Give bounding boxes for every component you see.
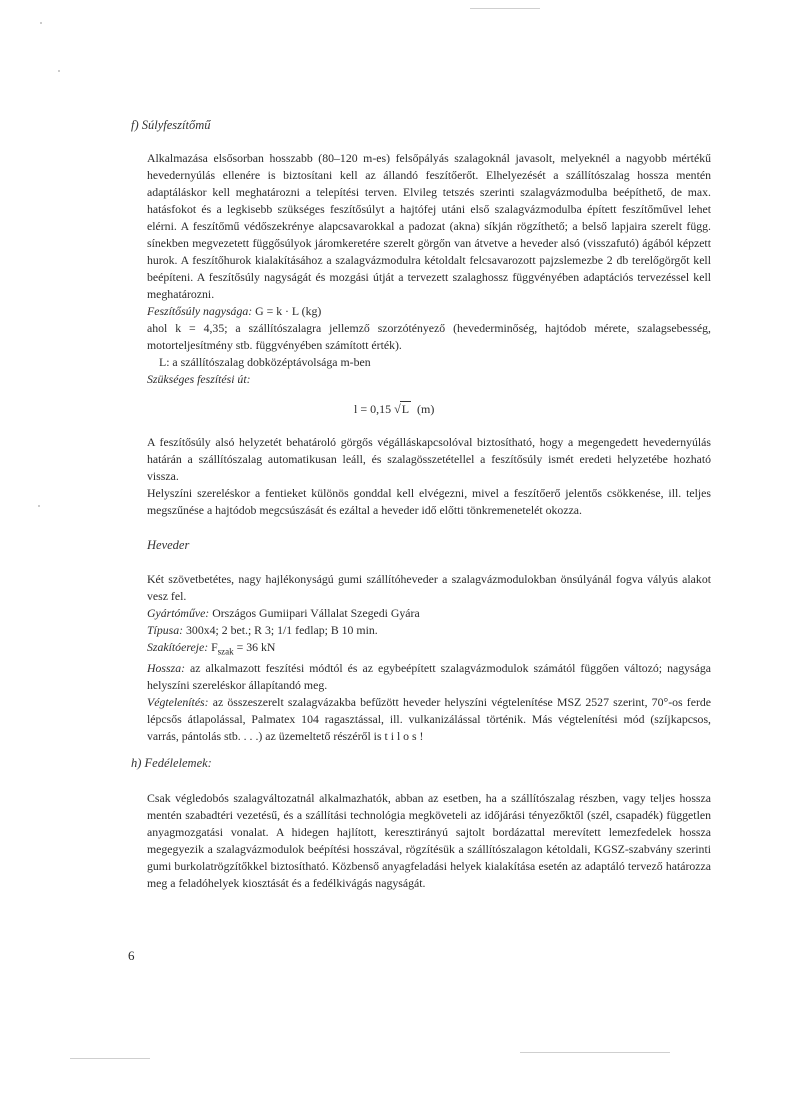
weight-formula: G = k · L (kg) (255, 304, 322, 318)
strength-symbol: F (211, 640, 218, 654)
travel-formula (354, 401, 434, 417)
strength-value: = 36 kN (236, 640, 276, 654)
section-f-body-2 (147, 434, 711, 519)
maker-value: Országos Gumiipari Vállalat Szegedi Gyára (212, 606, 420, 620)
scan-artifact-line (520, 1052, 670, 1053)
travel-formula-radicand: L (401, 402, 410, 416)
weight-label: Feszítősúly nagysága: (147, 304, 253, 318)
length-line (147, 660, 711, 694)
endless-label: Végtelenítés: (147, 695, 209, 710)
type-value: 300x4; 2 bet.; R 3; 1/1 fedlap; B 10 min. (186, 623, 378, 637)
type-line (147, 622, 711, 639)
length-label: Hossza: (147, 661, 186, 676)
endless-value: az összeszerelt szalagvázakba befűzött heveder helyszíni végtelenítése MSZ 2527 szerint, 70°-os ferde lépcsős átlapolással, Palmatex 104 ragasztással, ill. vulkanizálással történik. Más végtelenítési mód (szíjkapcsos, varrás, pántolás stb. . . .) az üzemeltető részéről is t i l o s ! (147, 695, 712, 744)
section-h-body (147, 790, 711, 892)
scan-speck (38, 505, 40, 507)
k-definition: ahol k = 4,35; a szállítószalagra jellemző szorzótényező (hevederminőség, hajtódob mérete, szalagsebesség, motorteljesítmény stb. függvényében számított érték). (147, 321, 711, 352)
strength-line (147, 639, 711, 660)
section-h-paragraph: Csak végledobós szalagváltozatnál alkalmazhatók, abban az esetben, ha a szállítószalag részben, vagy teljes hossza mentén szabadtéri vezetésű, és a szállítási technológia megköveteli az időjárási tényezőktől (szél, csapadék) független anyagmozgatási vonalat. A hidegen hajlított, keresztirányú sajtolt bordázattal merevített lemezfedelek hossza megegyezik a szalagvázmodulok beépítési hosszával, rögzítésük a szállítószalagon kétoldali, KGSZ-szabvány szerinti gumi burkolatrögzítőkkel biztosítható. Közbenső anyagfeladási helyek kialakítása esetén az adaptáló tervező határozza meg a feladóhelyek kiosztását és a fedélkivágás nagyságát. (147, 791, 711, 890)
scan-speck (58, 70, 60, 72)
section-heveder-body (147, 571, 711, 745)
section-f-heading: f) Súlyfeszítőmű (131, 118, 211, 132)
page-number: 6 (128, 948, 135, 963)
strength-label: Szakítóereje: (147, 640, 209, 654)
heveder-intro: Két szövetbetétes, nagy hajlékonyságú gumi szállítóheveder a szalagvázmodulokban önsúlyánál fogva vályús alakot vesz fel. (147, 572, 711, 603)
endless-line (147, 694, 711, 745)
travel-formula-unit: (m) (417, 402, 435, 416)
strength-subscript: szak (217, 646, 234, 657)
scan-artifact-line (470, 8, 540, 9)
travel-formula-left: l = 0,15 (354, 402, 392, 416)
type-label: Típusa: (147, 623, 184, 637)
section-f-paragraph-1: Alkalmazása elsősorban hosszabb (80–120 m-es) felsőpályás szalagoknál javasolt, melyeknél a nagyobb mértékű hevedernyúlás ellenére is biztosítani kell az állandó feszítőerőt. Elhelyezését a szállítószalag hossza mentén adaptáláskor kell meghatározni a telepítési terven. Elvileg tetszés szerinti szalagvázmodulba beépíthető, de max. hatásfokot és a legkisebb szükséges feszítősúlyt a hajtófej utáni első szalagvázmodulba épített feszítőművel lehet elérni. A feszítőmű védőszekrénye alapcsavarokkal a padozat (akna) síkján rögzíthető; a belső lapjaira szerelt függ. sínekben megvezetett függősúlyok járomkeretére szerelt görgőn van átvetve a heveder alsó (visszafutó) ágából képzett hurok. A feszítőhurok kialakításához a szalagvázmodulra kétoldalt felcsavarozott pajzslemezbe 2 db terelőgörgőt kell beépíteni. A feszítősúly nagyságát és mozgási útját a tervezett szalaghossz függvényében adaptációs tervezéssel kell meghatározni. (147, 151, 711, 301)
section-f-paragraph-3: Helyszíni szereléskor a fentieket különös gonddal kell elvégezni, mivel a feszítőerő jelentős csökkenése, ill. teljes megszűnése a hajtódob megcsúszását és ezáltal a heveder idő előtti tönkremenetelét okozza. (147, 486, 711, 517)
scan-speck (40, 22, 42, 24)
section-heveder-heading: Heveder (147, 538, 190, 552)
section-f-body (147, 150, 711, 388)
length-value: az alkalmazott feszítési módtól és az egybeépített szalagvázmodulok számától függően változó; nagysága helyszíni szereléskor állapítandó meg. (147, 661, 711, 693)
square-root: √L (394, 402, 410, 416)
maker-label: Gyártóműve: (147, 606, 210, 620)
section-f-paragraph-2: A feszítősúly alsó helyzetét behatároló görgős végálláskapcsolóval biztosítható, hogy a megengedett hevedernyúlás határán a szállítószalag automatikusan leáll, és szalagösszetétellel a feszítősúly ismét eredeti helyzetébe hozható vissza. (147, 435, 711, 483)
maker-line (147, 605, 711, 622)
section-h-heading: h) Fedélelemek: (131, 756, 212, 770)
weight-line (147, 303, 711, 320)
l-definition: L: a szállítószalag dobközéptávolsága m-ben (159, 355, 371, 369)
scan-artifact-line (70, 1058, 150, 1059)
travel-label: Szükséges feszítési út: (147, 372, 251, 386)
